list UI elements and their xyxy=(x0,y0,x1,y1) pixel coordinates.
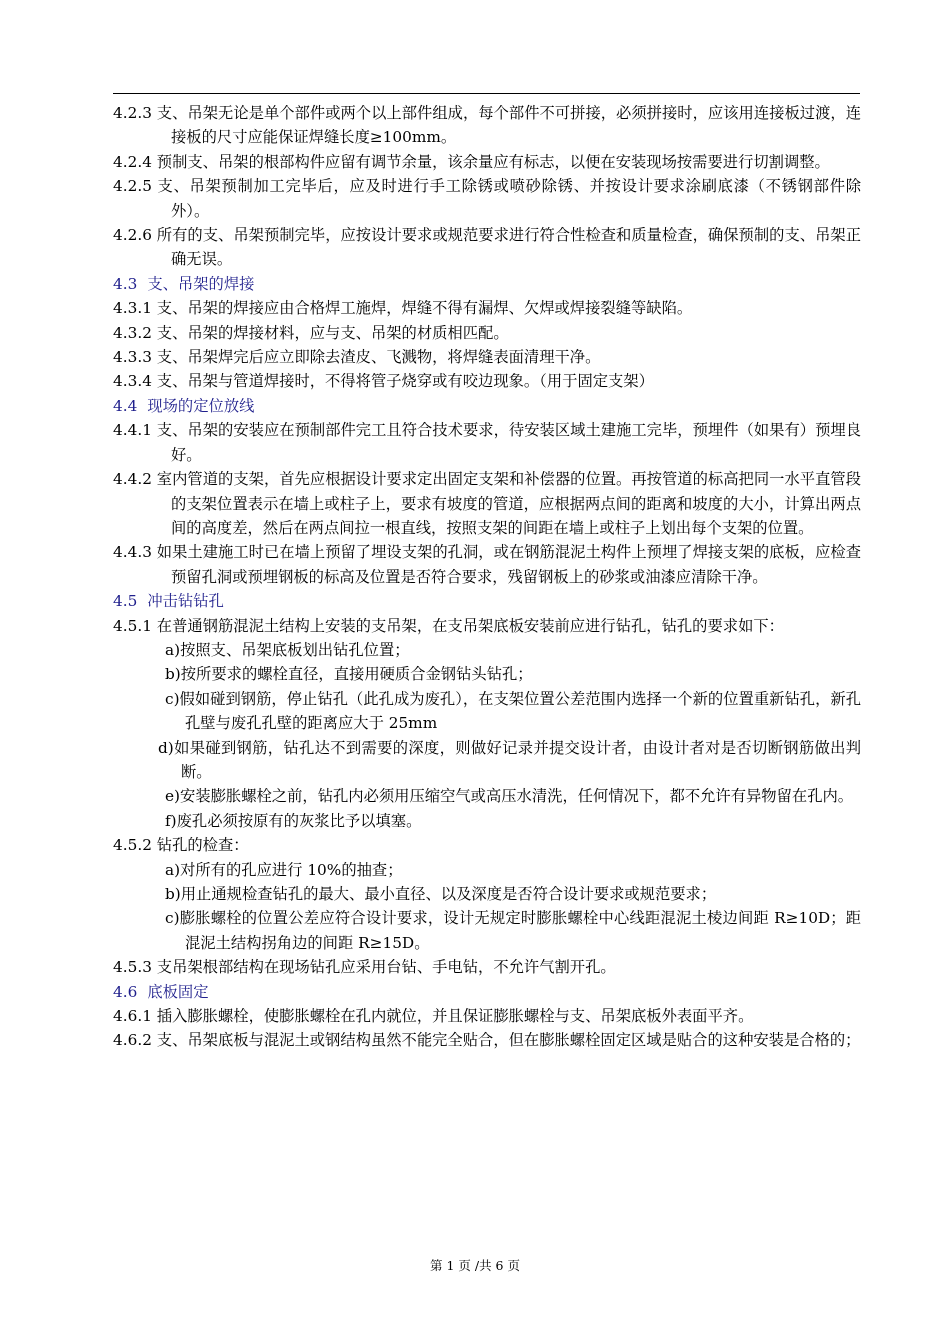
clause-paragraph: 4.5.2 钻孔的检查： xyxy=(113,836,249,855)
list-item: f)废孔必须按原有的灰浆比予以填塞。 xyxy=(165,811,422,830)
section-heading xyxy=(113,272,861,296)
header-rule xyxy=(113,93,860,94)
list-item: b)按所要求的螺栓直径，直接用硬质合金钢钻头钻孔； xyxy=(165,665,533,684)
section-title: 底板固定 xyxy=(147,982,209,1001)
list-item: a)对所有的孔应进行 10%的抽查； xyxy=(165,860,403,879)
document-body xyxy=(113,101,861,1053)
clause-paragraph: 4.2.5 支、吊架预制加工完毕后，应及时进行手工除锈或喷砂除锈、并按设计要求涂刷底漆（不锈钢部件除外）。 xyxy=(113,177,861,220)
clause-paragraph: 4.4.2 室内管道的支架，首先应根据设计要求定出固定支架和补偿器的位置。再按管道的标高把同一水平直管段的支架位置表示在墙上或柱子上，要求有坡度的管道，应根据两点间的距离和坡度的大小，计算出两点间的高度差，然后在两点间拉一根直线，按照支架的间距在墙上或柱子上划出每个支架的位置。 xyxy=(113,470,861,537)
clause-paragraph: 4.3.2 支、吊架的焊接材料，应与支、吊架的材质相匹配。 xyxy=(113,323,509,342)
section-heading xyxy=(113,394,861,418)
section-number: 4.5 xyxy=(113,592,138,611)
section-heading xyxy=(113,589,861,613)
clause-paragraph: 4.3.3 支、吊架焊完后应立即除去渣皮、飞溅物，将焊缝表面清理干净。 xyxy=(113,348,601,367)
section-number: 4.6 xyxy=(113,982,138,1001)
clause-paragraph: 4.2.6 所有的支、吊架预制完毕，应按设计要求或规范要求进行符合性检查和质量检查，确保预制的支、吊架正确无误。 xyxy=(113,226,861,269)
section-title: 冲击钻钻孔 xyxy=(147,592,224,611)
list-item: c)假如碰到钢筋，停止钻孔（此孔成为废孔），在支架位置公差范围内选择一个新的位置重新钻孔，新孔孔壁与废孔孔壁的距离应大于 25mm xyxy=(165,689,861,733)
list-item: c)膨胀螺栓的位置公差应符合设计要求，设计无规定时膨胀螺栓中心线距混泥土棱边间距 R≥10D；距混泥土结构拐角边的间距 R≥15D。 xyxy=(165,909,861,952)
clause-paragraph: 4.4.1 支、吊架的安装应在预制部件完工且符合技术要求，待安装区域土建施工完毕，预埋件（如果有）预埋良好。 xyxy=(113,421,861,464)
list-item: b)用止通规检查钻孔的最大、最小直径、以及深度是否符合设计要求或规范要求； xyxy=(165,885,717,903)
list-item: a)按照支、吊架底板划出钻孔位置； xyxy=(165,640,410,659)
section-number: 4.3 xyxy=(113,274,138,293)
section-title: 现场的定位放线 xyxy=(147,396,255,415)
clause-paragraph: 4.2.3 支、吊架无论是单个部件或两个以上部件组成，每个部件不可拼接，必须拼接时，应该用连接板过渡，连接板的尺寸应能保证焊缝长度≥100mm。 xyxy=(113,104,861,147)
clause-paragraph: 4.2.4 预制支、吊架的根部构件应留有调节余量，该余量应有标志，以便在安装现场按需要进行切割调整。 xyxy=(113,152,830,171)
section-title: 支、吊架的焊接 xyxy=(147,274,255,293)
clause-paragraph: 4.5.3 支吊架根部结构在现场钻孔应采用台钻、手电钻，不允许气割开孔。 xyxy=(113,958,616,977)
list-item: e)安装膨胀螺栓之前，钻孔内必须用压缩空气或高压水清洗，任何情况下，都不允许有异物留在孔内。 xyxy=(165,787,854,806)
clause-paragraph: 4.6.1 插入膨胀螺栓，使膨胀螺栓在孔内就位，并且保证膨胀螺栓与支、吊架底板外表面平齐。 xyxy=(113,1007,754,1026)
clause-paragraph: 4.3.1 支、吊架的焊接应由合格焊工施焊，焊缝不得有漏焊、欠焊或焊接裂缝等缺陷。 xyxy=(113,299,693,318)
clause-paragraph: 4.4.3 如果土建施工时已在墙上预留了埋设支架的孔洞，或在钢筋混泥土构件上预埋了焊接支架的底板，应检查预留孔洞或预埋钢板的标高及位置是否符合要求，残留钢板上的砂浆或油漆应清除干净。 xyxy=(113,543,861,586)
page-footer: 第 1 页 /共 6 页 xyxy=(430,1258,520,1273)
clause-paragraph: 4.5.1 在普通钢筋混泥土结构上安装的支吊架，在支吊架底板安装前应进行钻孔，钻孔的要求如下： xyxy=(113,616,784,635)
section-heading xyxy=(113,980,861,1004)
list-item: d)如果碰到钢筋，钻孔达不到需要的深度，则做好记录并提交设计者，由设计者对是否切断钢筋做出判断。 xyxy=(158,738,861,781)
clause-paragraph: 4.6.2 支、吊架底板与混泥土或钢结构虽然不能完全贴合，但在膨胀螺栓固定区域是贴合的这种安装是合格的； xyxy=(113,1031,861,1050)
section-number: 4.4 xyxy=(113,396,138,415)
clause-paragraph: 4.3.4 支、吊架与管道焊接时，不得将管子烧穿或有咬边现象。（用于固定支架） xyxy=(113,372,654,391)
